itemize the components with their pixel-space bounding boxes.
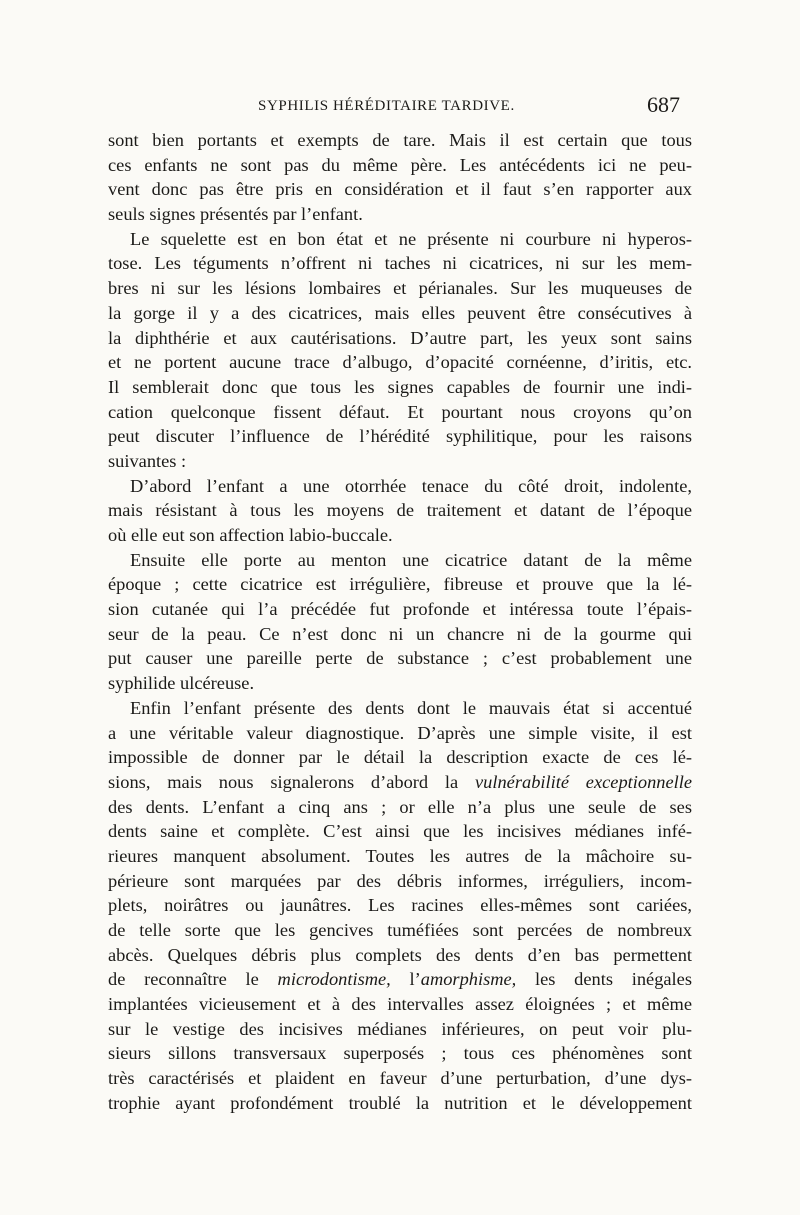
text-line: rieures manquent absolument. Toutes les autres de la mâchoire su- xyxy=(108,845,692,866)
text-line: périeure sont marquées par des débris informes, irréguliers, incom- xyxy=(108,870,692,891)
text-line: tose. Les téguments n’offrent ni taches ni cicatrices, ni sur les mem- xyxy=(108,253,692,274)
text-line: ces enfants ne sont pas du même père. Les antécédents ici ne peu- xyxy=(108,154,692,175)
text-line: très caractérisés et plaident en faveur d’une perturbation, d’une dys- xyxy=(108,1068,692,1089)
text-line: bres ni sur les lésions lombaires et périanales. Sur les muqueuses de xyxy=(108,278,692,299)
text-line: vent donc pas être pris en considération et il faut s’en rapporter aux xyxy=(108,179,692,200)
text-line: de telle sorte que les gencives tuméfiées sont percées de nombreux xyxy=(108,920,692,940)
text-line: époque ; cette cicatrice est irrégulière, fibreuse et prouve que la lé- xyxy=(108,574,692,595)
text-line: des dents. L’enfant a cinq ans ; or elle n’a plus une seule de ses xyxy=(108,796,692,817)
text-line-mixed xyxy=(108,967,692,992)
text-line: peut discuter l’influence de l’hérédité syphilitique, pour les raisons xyxy=(108,426,692,447)
text-line: trophie ayant profondément troublé la nutrition et le développement xyxy=(108,1092,692,1113)
text-line: implantées vicieusement et à des intervalles assez éloignées ; et même xyxy=(108,994,692,1015)
text-line: seuls signes présentés par l’enfant. xyxy=(108,204,363,225)
body-text xyxy=(108,128,692,1116)
text-run: sions, mais nous signalerons d’abord la xyxy=(108,771,476,792)
text-line: Enfin l’enfant présente des dents dont le mauvais état si accentué xyxy=(130,697,692,718)
italic-term: vulnérabilité exceptionnelle xyxy=(475,771,692,792)
text-line: mais résistant à tous les moyens de traitement et datant de l’époque xyxy=(108,500,692,521)
text-line: sont bien portants et exempts de tare. Mais il est certain que tous xyxy=(108,130,692,150)
italic-term: amorphisme, xyxy=(420,969,517,990)
text-run: les dents inégales xyxy=(516,969,692,990)
text-line: sion cutanée qui l’a précédée fut profonde et intéressa toute l’épais- xyxy=(108,599,692,620)
text-line: où elle eut son affection labio-buccale. xyxy=(108,525,393,545)
italic-term: microdontisme, xyxy=(277,969,391,990)
running-title: SYPHILIS HÉRÉDITAIRE TARDIVE. xyxy=(258,98,515,114)
text-line: abcès. Quelques débris plus complets des dents d’en bas permettent xyxy=(108,944,692,965)
text-line: et ne portent aucune trace d’albugo, d’opacité cornéenne, d’iritis, etc. xyxy=(108,352,692,373)
text-line: Ensuite elle porte au menton une cicatrice datant de la même xyxy=(130,549,692,570)
text-run: l’ xyxy=(390,969,421,990)
text-line: put causer une pareille perte de substance ; c’est probablement une xyxy=(108,648,692,669)
text-line: D’abord l’enfant a une otorrhée tenace du côté droit, indolente, xyxy=(130,475,692,496)
text-line: suivantes : xyxy=(108,450,187,471)
text-line: seur de la peau. Ce n’est donc ni un chancre ni de la gourme qui xyxy=(108,623,692,644)
text-line: sur le vestige des incisives médianes inférieures, on peut voir plu- xyxy=(108,1018,692,1039)
page-number: 687 xyxy=(647,92,680,117)
text-line: Il semblerait donc que tous les signes capables de fournir une indi- xyxy=(108,376,692,397)
text-run: de reconnaître le xyxy=(108,969,278,990)
text-line: dents saine et complète. C’est ainsi que les incisives médianes infé- xyxy=(108,821,692,842)
text-line: a une véritable valeur diagnostique. D’après une simple visite, il est xyxy=(108,722,692,743)
text-line: la diphthérie et aux cautérisations. D’autre part, les yeux sont sains xyxy=(108,327,692,348)
text-line: Le squelette est en bon état et ne présente ni courbure ni hyperos- xyxy=(130,228,692,249)
text-line: la gorge il y a des cicatrices, mais elles peuvent être consécutives à xyxy=(108,302,692,323)
running-head xyxy=(108,94,692,120)
text-line: plets, noirâtres ou jaunâtres. Les racines elles-mêmes sont cariées, xyxy=(108,895,692,916)
text-line: impossible de donner par le détail la description exacte de ces lé- xyxy=(108,747,692,768)
text-line: sieurs sillons transversaux superposés ; tous ces phénomènes sont xyxy=(108,1043,692,1064)
text-line-mixed xyxy=(108,770,692,795)
text-line: cation quelconque fissent défaut. Et pourtant nous croyons qu’on xyxy=(108,401,692,422)
text-line: syphilide ulcéreuse. xyxy=(108,673,255,694)
